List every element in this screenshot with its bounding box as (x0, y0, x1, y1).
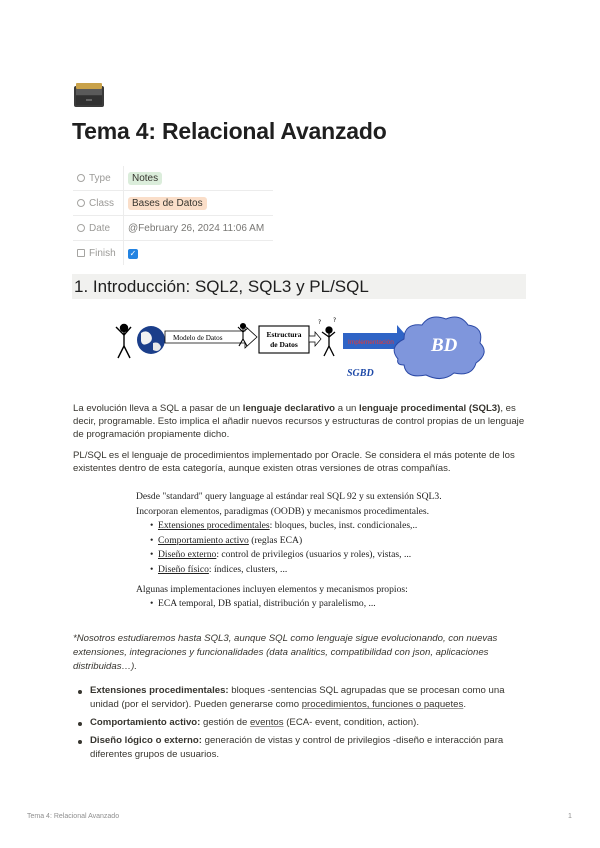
svg-text:?: ? (318, 319, 322, 326)
property-finish[interactable] (73, 241, 273, 266)
slide-bullet: • Extensiones procedimentales: bloques, bucles, inst. condicionales,.. (150, 520, 418, 532)
intro-paragraph-1: La evolución lleva a SQL a pasar de un lenguaje declarativo a un lenguaje procedimental (SQL3), es decir, programable. Esto implica el añadir nuevos recursos y estructuras de control propias de un lenguaje de programación propiamente dicho. (73, 403, 525, 440)
list-item: Extensiones procedimentales: bloques -sentencias SQL agrupadas que se procesan como una unidad (por el servidor). Pueden generarse como procedimientos, funciones o paquetes. (73, 684, 533, 712)
clock-icon (77, 224, 85, 232)
finish-checkbox[interactable]: ✓ (129, 248, 137, 258)
property-class[interactable] (73, 191, 273, 216)
list-item: Diseño lógico o externo: generación de vistas y control de privilegios -diseño e interacción para diferentes grupos de usuarios. (73, 734, 533, 762)
slide-bullet: • ECA temporal, DB spatial, distribución y paralelismo, ... (150, 598, 376, 610)
slide-line: Algunas implementaciones incluyen elementos y mecanismos propios: (136, 583, 408, 595)
stick-figure-icon (116, 325, 131, 359)
diagram-implementacion-label: Implementación (348, 339, 394, 346)
study-note: *Nosotros estudiaremos hasta SQL3, aunque SQL como lenguaje sigue evolucionando, con nuevas extensiones, integraciones y funcionalidades (data analitics, compatibilidad con json, aplicaciones distribuidas…). (73, 633, 498, 672)
class-tag[interactable]: Bases de Datos (128, 197, 207, 210)
scanned-slide-excerpt (136, 490, 466, 620)
list-item: Comportamiento activo: gestión de eventos (ECA- event, condition, action). (73, 716, 533, 730)
property-date[interactable] (73, 216, 273, 241)
type-tag[interactable]: Notes (128, 172, 162, 185)
diagram-estructura-label: Estructura (266, 330, 302, 339)
slide-bullet: • Diseño externo: control de privilegios (usuarios y roles), vistas, ... (150, 549, 412, 561)
file-cabinet-icon (73, 82, 105, 108)
svg-text:?: ? (333, 317, 337, 324)
diagram-bd-label: BD (431, 335, 458, 356)
slide-bullet: • Diseño físico: índices, clusters, ... (150, 563, 288, 575)
section-heading: 1. Introducción: SQL2, SQL3 y PL/SQL (72, 274, 526, 299)
db-evolution-diagram (115, 313, 490, 385)
intro-paragraph-2: PL/SQL es el lenguaje de procedimientos implementado por Oracle. Se considera el más potente de los existentes dentro de esta categoría, aunque existen otras versiones de otras compañías. (73, 450, 515, 474)
footer-page-number: 1 (568, 813, 572, 820)
slide-line: Desde "standard" query language al estándar real SQL 92 y su extensión SQL3. (136, 491, 442, 502)
list-icon (77, 174, 85, 182)
footer-title: Tema 4: Relacional Avanzado (27, 813, 120, 820)
slide-bullet: • Comportamiento activo (reglas ECA) (150, 534, 303, 546)
property-label: Type (89, 172, 111, 184)
globe-icon (137, 326, 165, 354)
page-title: Tema 4: Relacional Avanzado (72, 118, 387, 144)
property-type[interactable] (73, 166, 273, 191)
diagram-modelo-label: Modelo de Datos (173, 334, 223, 342)
property-label: Class (89, 197, 115, 209)
checkbox-icon (77, 249, 85, 257)
list-icon (77, 199, 85, 207)
feature-list (73, 684, 533, 766)
diagram-sgbd-label: SGBD (347, 368, 374, 379)
diagram-datos-label: de Datos (270, 340, 298, 349)
property-label: Date (89, 222, 111, 234)
property-label: Finish (89, 247, 116, 259)
properties-table (73, 166, 273, 265)
slide-line: Incorporan elementos, paradigmas (OODB) y mecanismos procedimentales. (136, 505, 430, 517)
date-value[interactable]: @February 26, 2024 11:06 AM (128, 222, 265, 234)
